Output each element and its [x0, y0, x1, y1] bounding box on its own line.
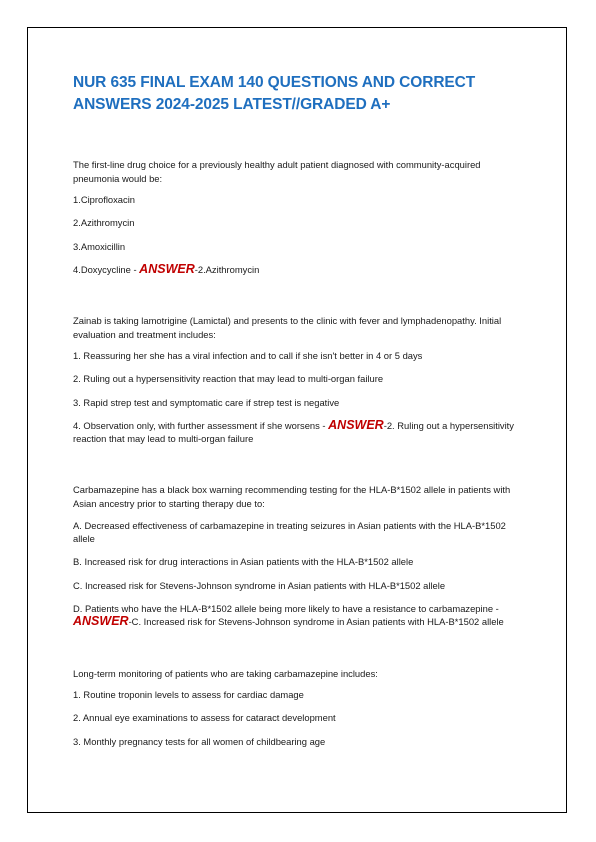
- option-with-answer: [73, 263, 528, 277]
- document-title: NUR 635 FINAL EXAM 140 QUESTIONS AND CORRECT ANSWERS 2024-2025 LATEST//GRADED A+: [73, 74, 476, 113]
- option: 3.Amoxicillin: [73, 240, 126, 252]
- option-with-answer: [73, 419, 528, 446]
- answer-label: ANSWER: [73, 614, 129, 629]
- question-stem: Carbamazepine has a black box warning recommending testing for the HLA-B*1502 allele in patients with Asian ancestry prior to starting therapy due to:: [73, 484, 511, 510]
- option: 2. Annual eye examinations to assess for cataract development: [73, 712, 336, 724]
- question-stem: Long-term monitoring of patients who are taking carbamazepine includes:: [73, 667, 378, 679]
- spacer: [73, 639, 528, 667]
- option: 4.Doxycycline -: [73, 263, 140, 275]
- option: D. Patients who have the HLA-B*1502 allele being more likely to have a resistance to carbamazepine -: [73, 602, 499, 614]
- answer-label: ANSWER: [139, 261, 195, 276]
- option: B. Increased risk for drug interactions in Asian patients with the HLA-B*1502 allele: [73, 556, 414, 568]
- question-4: [73, 667, 528, 749]
- answer-text: -2. Ruling out a hypersensitivity reaction that may lead to multi-organ failure: [73, 419, 514, 445]
- spacer: [73, 455, 528, 483]
- question-2: [73, 314, 528, 446]
- answer-text: -2.Azithromycin: [194, 263, 260, 275]
- option: A. Decreased effectiveness of carbamazepine in treating seizures in Asian patients with the HLA-B*1502 allele: [73, 519, 506, 545]
- question-stem: Zainab is taking lamotrigine (Lamictal) and presents to the clinic with fever and lymphadenopathy. Initial evaluation and treatment includes:: [73, 314, 502, 340]
- option-with-answer: [73, 602, 528, 629]
- option: 4. Observation only, with further assessment if she worsens -: [73, 419, 329, 431]
- option: 2.Azithromycin: [73, 217, 135, 229]
- question-stem: The first-line drug choice for a previously healthy adult patient diagnosed with community-acquired pneumonia would be:: [73, 159, 481, 184]
- answer-label: ANSWER: [328, 417, 384, 432]
- option: 3. Rapid strep test and symptomatic care if strep test is negative: [73, 396, 340, 408]
- answer-text: -C. Increased risk for Stevens-Johnson syndrome in Asian patients with HLA-B*1502 allele: [128, 616, 504, 628]
- question-1: [73, 158, 528, 276]
- option: 1. Routine troponin levels to assess for cardiac damage: [73, 689, 304, 701]
- option: 1. Reassuring her she has a viral infection and to call if she isn't better in 4 or 5 days: [73, 350, 423, 362]
- option: C. Increased risk for Stevens-Johnson syndrome in Asian patients with HLA-B*1502 allele: [73, 579, 446, 591]
- question-3: [73, 483, 528, 629]
- option: 2. Ruling out a hypersensitivity reaction that may lead to multi-organ failure: [73, 373, 384, 385]
- document-body: [73, 72, 528, 758]
- spacer: [73, 286, 528, 314]
- option: 1.Ciprofloxacin: [73, 194, 136, 206]
- option: 3. Monthly pregnancy tests for all women of childbearing age: [73, 735, 326, 747]
